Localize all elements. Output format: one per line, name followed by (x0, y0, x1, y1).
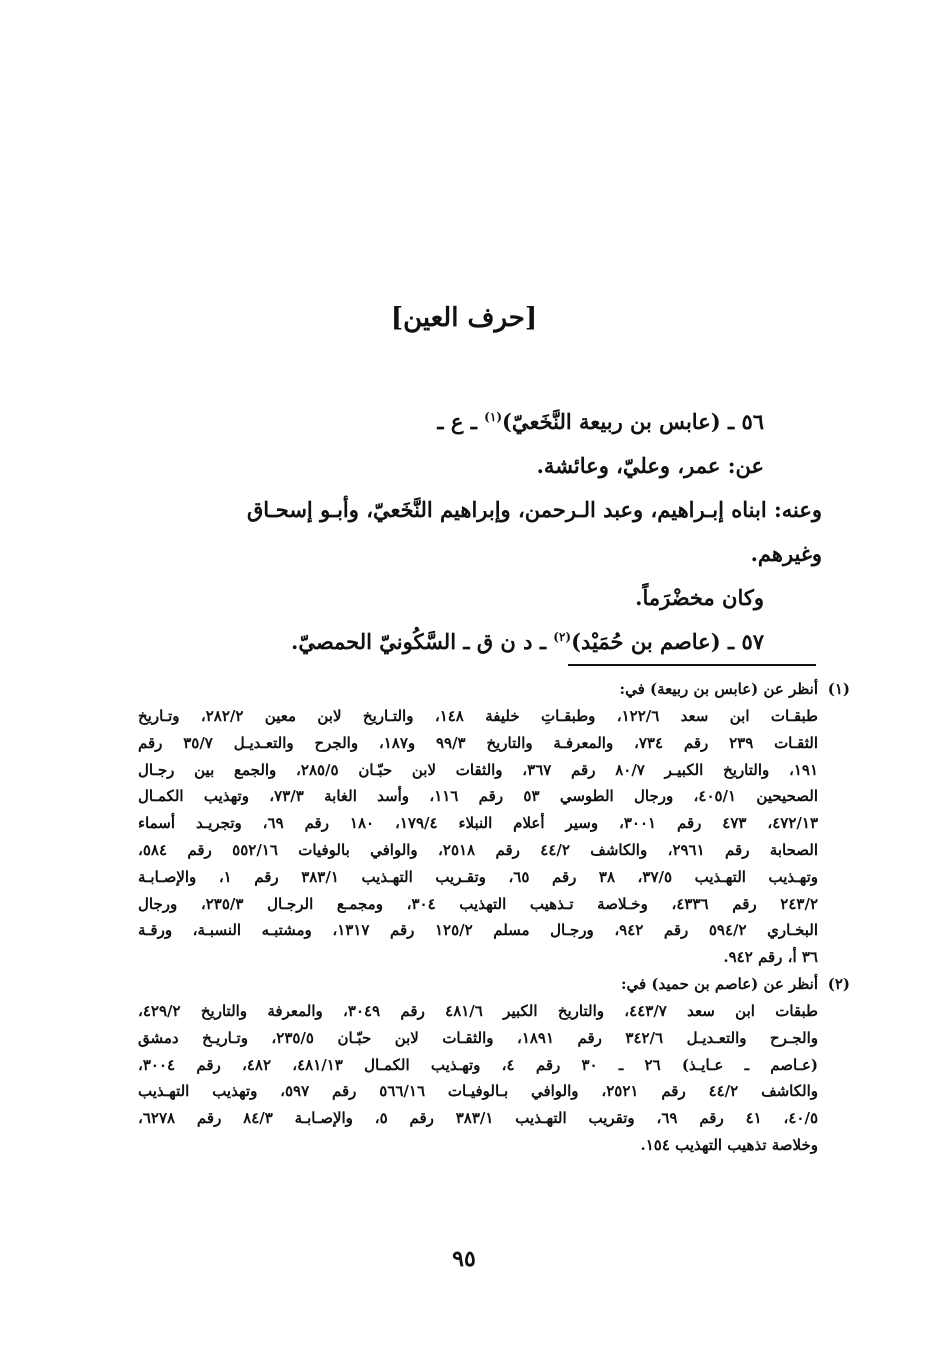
footnote-ref-1[interactable]: (١) (484, 410, 502, 424)
footnote-number: (١) (827, 680, 850, 698)
footnote-body (138, 998, 818, 1159)
footnote-1 (138, 676, 850, 971)
footnote-line: والكاشف ٤٤/٢ رقم ٢٥٢١، والوافي بـالوفيـات ٥٦٦/١٦ رقم ٥٩٧، وتهذيب التهـذيب (138, 1082, 818, 1101)
footnote-line: الصحيحين ٤٠٥/١، ورجال الطوسي ٥٣ رقم ١١٦، وأسد الغابة ٧٣/٣، وتهذيب الكمـال (138, 787, 818, 806)
entry-57-title: ٥٧ ـ (عاصم بن حُمَيْد) (571, 629, 764, 654)
page-number: ٩٥ (452, 1246, 476, 1272)
footnote-line: الثقـات ٢٣٩ رقم ٧٣٤، والمعرفـة والتاريخ ٩٩/٣ و١٨٧، والجرح والتعـديـل ٣٥/٧ رقم (138, 733, 818, 752)
entry-56-narrators-cont: وغيرهم. (750, 541, 822, 566)
footnotes (138, 676, 850, 1159)
entry-56-narrators: وعنه: ابناه إبـراهيم، وعبد الـرحمن، وإبراهيم النَّخَعيّ، وأبـو إسحـاق (246, 497, 822, 522)
footnote-line: الصحابة رقم ٢٩٦١، والكاشف ٤٤/٢ رقم ٢٥١٨، والوافي بالوفيات ٥٥٢/١٦ رقم ٥٨٤، (138, 840, 818, 859)
footnote-line: طبقات ابن سعد ٤٤٣/٧، والتاريخ الكبير ٤٨١/٦ رقم ٣٠٤٩، والمعرفة والتاريخ ٤٢٩/٢، (138, 1001, 818, 1020)
footnote-line: ٤٠/٥، ٤١ رقم ٦٩، وتقريب التهـذيب ٣٨٣/١ رقم ٥، والإصـابـة ٨٤/٣ رقم ٦٢٧٨، (138, 1109, 818, 1128)
footnote-line: طبقـات ابن سعد ١٢٢/٦، وطبقـاتِ خليفة ١٤٨، والتـاريخ لابن معين ٢٨٢/٢، وتـاريخ (138, 707, 818, 725)
footnote-head: أنظر عن (عابس بن ربيعة) في: (619, 680, 818, 698)
entry-56-suffix: ـ ع ـ (437, 409, 485, 434)
footnote-line: وتهـذيب التهـذيب ٣٧/٥، ٣٨ رقم ٦٥، وتقـريب التهـذيب ٣٨٣/١ رقم ١، والإصـابـة (138, 867, 818, 886)
entry-57-suffix: ـ د ن ق ـ السَّكُونيّ الحمصيّ. (291, 629, 554, 654)
footnote-line: (عـاصم ـ عـايـذ) ٢٦ ـ ٣٠ رقم ٤، وتهـذيب الكمـال ٤٨١/١٣، ٤٨٢، رقم ٣٠٠٤، (138, 1055, 818, 1074)
entry-56-title: ٥٦ ـ (عابس بن ربيعة النَّخَعيّ) (502, 409, 764, 434)
entry-56-from: عن: عمر، وعليّ، وعائشة. (536, 453, 764, 478)
footnote-line: والجـرح والتعـديـل ٣٤٢/٦ رقم ١٨٩١، والثقـات لابن حبّـان ٢٣٥/٥، وتـاريـخ دمشق (138, 1028, 818, 1047)
entry-57-heading (124, 620, 764, 664)
footnote-divider (568, 664, 816, 666)
entry-56-heading (124, 400, 764, 444)
biography-entries (124, 400, 822, 664)
footnote-line: ٣٦ أ، رقم ٩٤٢. (723, 948, 818, 967)
footnote-2 (138, 971, 850, 1159)
footnote-body (138, 703, 818, 971)
footnote-head: أنظر عن (عاصم بن حميد) في: (621, 974, 818, 993)
chapter-title: [حرف العين] (390, 303, 538, 333)
footnote-line: وخلاصة تذهيب التهذيب ١٥٤. (640, 1135, 818, 1154)
footnote-number: (٢) (827, 974, 850, 993)
footnote-line: ٢٤٣/٢ رقم ٤٣٣٦، وخـلاصة تـذهيب التهذيب ٣٠٤، ومجمـع الرجـال ٢٣٥/٣، ورجال (138, 894, 818, 913)
entry-56-note: وكان مخضْرَماً. (635, 585, 764, 610)
footnote-line: ٤٧٢/١٣، ٤٧٣ رقم ٣٠٠١، وسير أعلام النبلاء ١٧٩/٤، ١٨٠ رقم ٦٩، وتجريـد أسماء (138, 814, 818, 833)
footnote-line: ١٩١، والتاريخ الكبيـر ٨٠/٧ رقم ٣٦٧، والثقات لابن حبّـان ٢٨٥/٥، والجمع بين رجـال (138, 760, 818, 779)
footnote-line: البخـاري ٥٩٤/٢ رقم ٩٤٢، ورجـال مسلم ١٢٥/٢ رقم ١٣١٧، ومشتبـه النسبـة، ورقـة (138, 921, 818, 940)
footnote-ref-2[interactable]: (٢) (553, 630, 572, 644)
